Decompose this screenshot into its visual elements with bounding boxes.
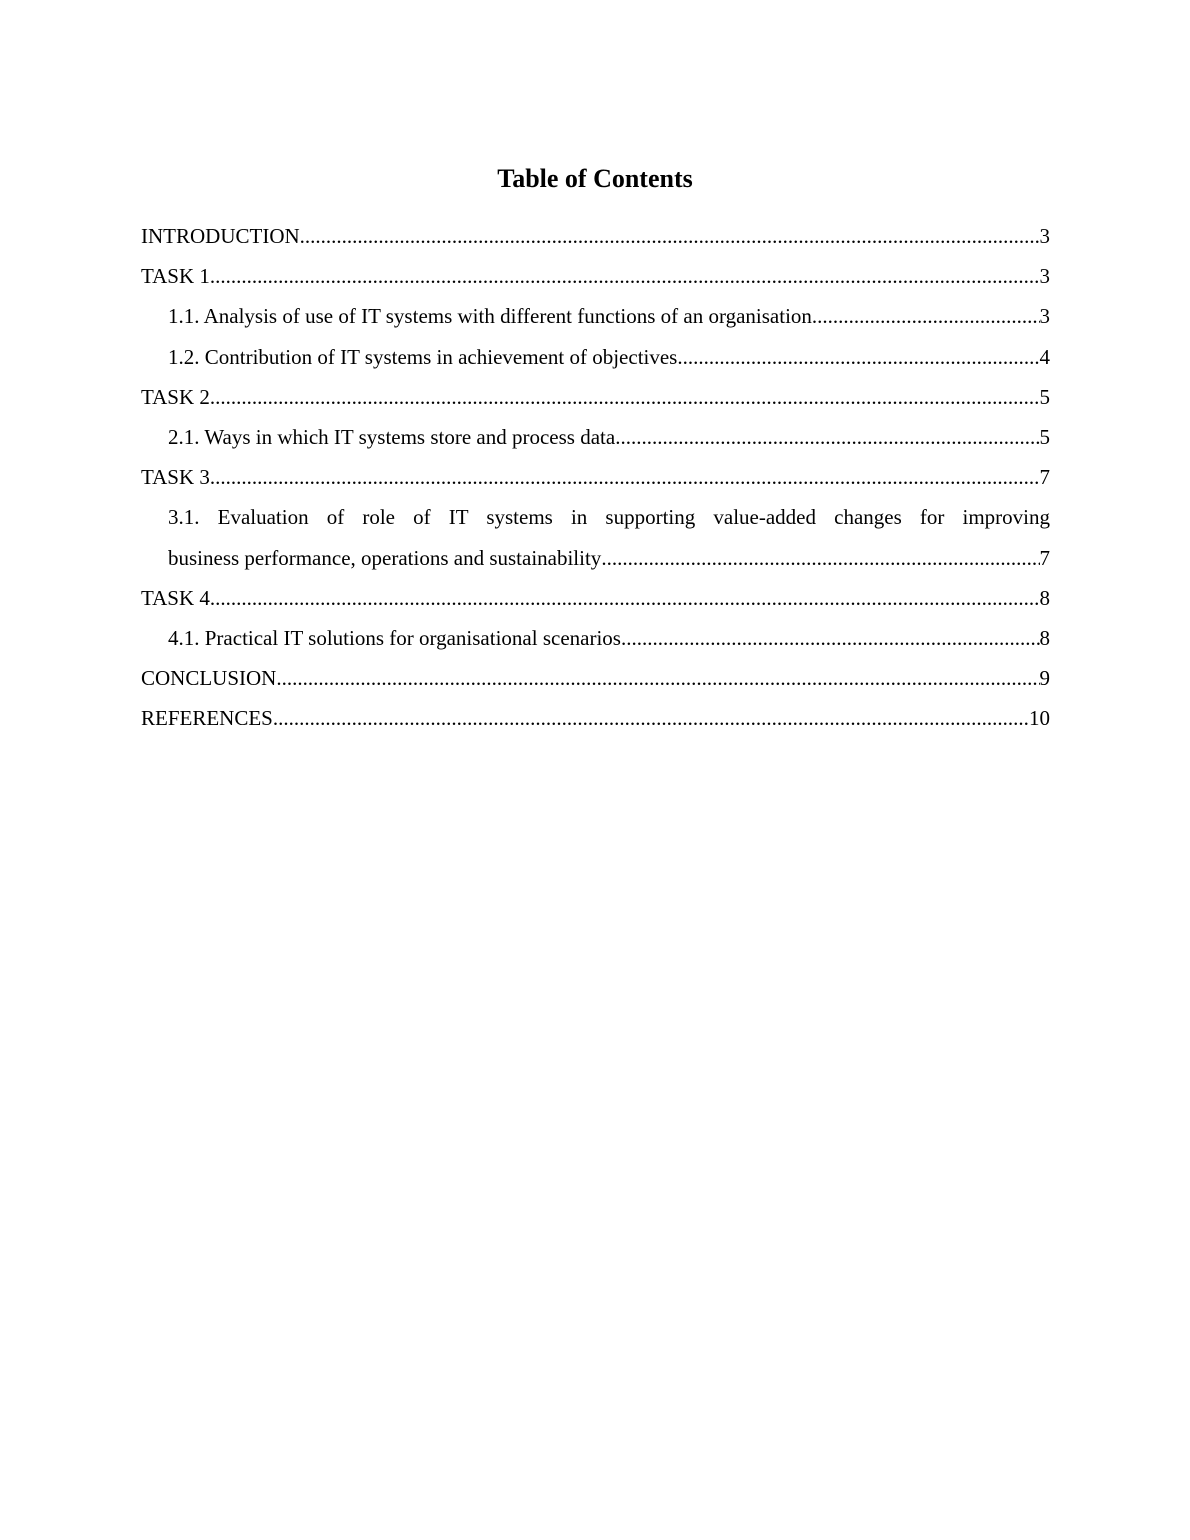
toc-entry-page: 8: [1039, 626, 1050, 651]
toc-entry-label: TASK 1: [141, 264, 210, 289]
toc-entry-page: 10: [1029, 706, 1050, 731]
toc-entry-label: 1.2. Contribution of IT systems in achievement of objectives: [168, 344, 678, 369]
toc-entry-label: 1.1. Analysis of use of IT systems with different functions of an organisation: [168, 304, 812, 329]
toc-entry-label: 4.1. Practical IT solutions for organisational scenarios: [168, 626, 621, 651]
toc-entry-label: CONCLUSION: [141, 666, 277, 691]
toc-entry-page: 5: [1039, 384, 1050, 409]
dot-leader: [621, 618, 1040, 658]
table-of-contents: [141, 216, 1050, 739]
toc-entry-task-4[interactable]: [141, 578, 1050, 618]
toc-entry-references[interactable]: [141, 698, 1050, 738]
toc-entry-label: TASK 2: [141, 384, 210, 409]
toc-entry-page: 7: [1039, 545, 1050, 570]
dot-leader: [601, 538, 1039, 578]
toc-entry-page: 8: [1039, 585, 1050, 610]
toc-title: Table of Contents: [497, 164, 693, 193]
toc-entry-label: INTRODUCTION: [141, 224, 300, 248]
toc-entry-label-line-2: business performance, operations and sustainability: [168, 545, 602, 570]
toc-entry-task-3[interactable]: [141, 457, 1050, 497]
toc-entry-introduction[interactable]: [141, 216, 1050, 256]
toc-entry-3-1[interactable]: [141, 497, 1050, 577]
dot-leader: [615, 417, 1039, 457]
toc-entry-4-1[interactable]: [141, 618, 1050, 658]
dot-leader: [210, 377, 1040, 417]
toc-entry-task-1[interactable]: [141, 256, 1050, 296]
toc-entry-label: REFERENCES: [141, 706, 273, 731]
toc-entry-last-line: [168, 538, 1050, 578]
toc-entry-page: 4: [1039, 344, 1050, 369]
toc-entry-page: 9: [1039, 666, 1050, 691]
toc-entry-1-2[interactable]: [141, 337, 1050, 377]
toc-entry-label: TASK 4: [141, 585, 210, 610]
dot-leader: [210, 256, 1040, 296]
toc-entry-page: 3: [1039, 224, 1050, 248]
dot-leader: [210, 457, 1040, 497]
dot-leader: [677, 337, 1039, 377]
toc-entry-2-1[interactable]: [141, 417, 1050, 457]
toc-entry-1-1[interactable]: [141, 296, 1050, 336]
toc-entry-label: 2.1. Ways in which IT systems store and process data: [168, 425, 616, 450]
toc-entry-label-line-1: 3.1. Evaluation of role of IT systems in supporting value-added changes for improving: [168, 505, 1050, 530]
dot-leader: [300, 216, 1040, 256]
toc-entry-page: 7: [1039, 465, 1050, 490]
dot-leader: [273, 698, 1029, 738]
toc-entry-page: 5: [1039, 425, 1050, 450]
toc-entry-page: 3: [1039, 264, 1050, 289]
dot-leader: [276, 658, 1039, 698]
dot-leader: [812, 296, 1040, 336]
toc-entry-label: TASK 3: [141, 465, 210, 490]
toc-entry-conclusion[interactable]: [141, 658, 1050, 698]
toc-entry-page: 3: [1039, 304, 1050, 329]
dot-leader: [210, 578, 1040, 618]
toc-entry-task-2[interactable]: [141, 377, 1050, 417]
